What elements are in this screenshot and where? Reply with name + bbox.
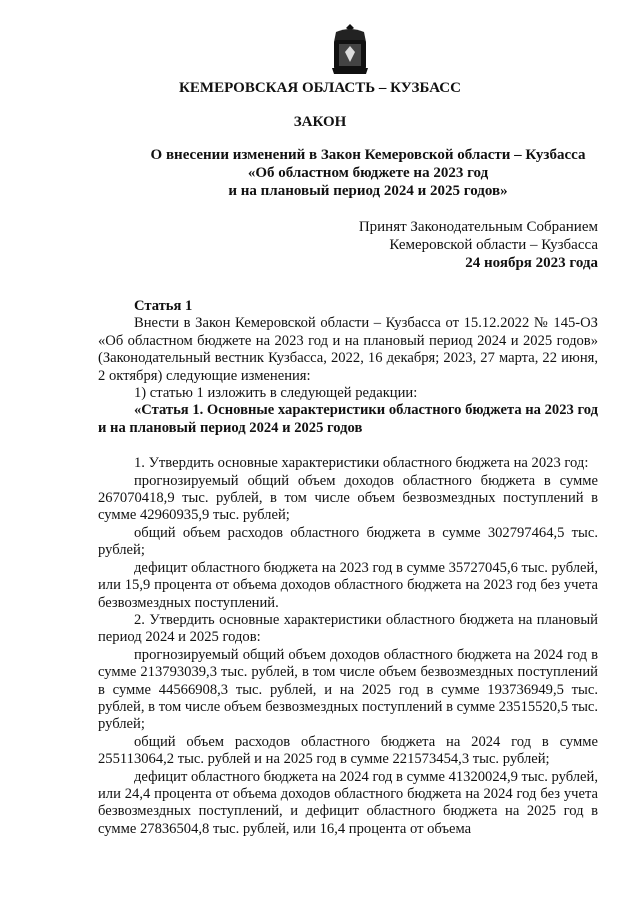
coat-of-arms-icon xyxy=(326,22,374,78)
paragraph: Внести в Закон Кемеровской области – Кузбасса от 15.12.2022 № 145-ОЗ «Об областном бюджете на 2023 год и на плановый период 2024 и 2025 годов» (Законодательный вестник Кузбасса, 2022, 16 декабря; 2023, 27 марта, 22 июня, 2 октября) следующие изменения: xyxy=(98,315,598,384)
law-body xyxy=(98,298,598,838)
document-type: ЗАКОН xyxy=(293,114,347,130)
paragraph: 1) статью 1 изложить в следующей редакции: xyxy=(134,385,418,402)
article-1-heading: «Статья 1. Основные характеристики областного бюджета на 2023 год и на плановый период 2024 и 2025 годов xyxy=(98,402,598,436)
adoption-line: Принят Законодательным Собранием xyxy=(358,219,598,235)
paragraph: общий объем расходов областного бюджета в сумме 302797464,5 тыс. рублей; xyxy=(98,524,598,559)
paragraph: 2. Утвердить основные характеристики областного бюджета на плановый период 2024 и 2025 годов: xyxy=(98,611,598,646)
region-name: КЕМЕРОВСКАЯ ОБЛАСТЬ – КУЗБАСС xyxy=(179,80,461,96)
law-title-line: «Об областном бюджете на 2023 год xyxy=(247,165,489,181)
adoption-block xyxy=(359,218,598,272)
adoption-date: 24 ноября 2023 года xyxy=(465,255,598,271)
paragraph: прогнозируемый общий объем доходов областного бюджета в сумме 267070418,9 тыс. рублей, в том числе объем безвозмездных поступлений в сумме 42960935,9 тыс. рублей; xyxy=(98,472,598,524)
law-title-line: и на плановый период 2024 и 2025 годов» xyxy=(228,183,508,199)
paragraph: дефицит областного бюджета на 2024 год в сумме 41320024,9 тыс. рублей, или 24,4 процента от объема доходов областного бюджета на 2024 год без учета безвозмездных поступлений, и дефицит областного бюджета на 2025 год в сумме 27836504,8 тыс. рублей, или 16,4 процента от объема xyxy=(98,768,598,837)
law-title xyxy=(150,146,586,200)
law-title-line: О внесении изменений в Закон Кемеровской области – Кузбасса xyxy=(150,147,586,163)
article-heading: Статья 1 xyxy=(134,298,193,314)
adoption-line: Кемеровской области – Кузбасса xyxy=(389,237,598,253)
paragraph: прогнозируемый общий объем доходов областного бюджета на 2024 год в сумме 213793039,3 тыс. рублей, в том числе объем безвозмездных поступлений в сумме 44566908,3 тыс. рублей, и на 2025 год в сумме 193736949,5 тыс. рублей, в том числе объем безвозмездных поступлений в сумме 23515520,5 тыс. рублей; xyxy=(98,646,598,733)
paragraph: дефицит областного бюджета на 2023 год в сумме 35727045,6 тыс. рублей, или 15,9 процента от объема доходов областного бюджета на 2023 год без учета безвозмездных поступлений. xyxy=(98,559,598,611)
paragraph: 1. Утвердить основные характеристики областного бюджета на 2023 год: xyxy=(134,455,589,472)
paragraph: общий объем расходов областного бюджета на 2024 год в сумме 255113064,2 тыс. рублей и на 2025 год в сумме 221573454,3 тыс. рублей; xyxy=(98,733,598,768)
